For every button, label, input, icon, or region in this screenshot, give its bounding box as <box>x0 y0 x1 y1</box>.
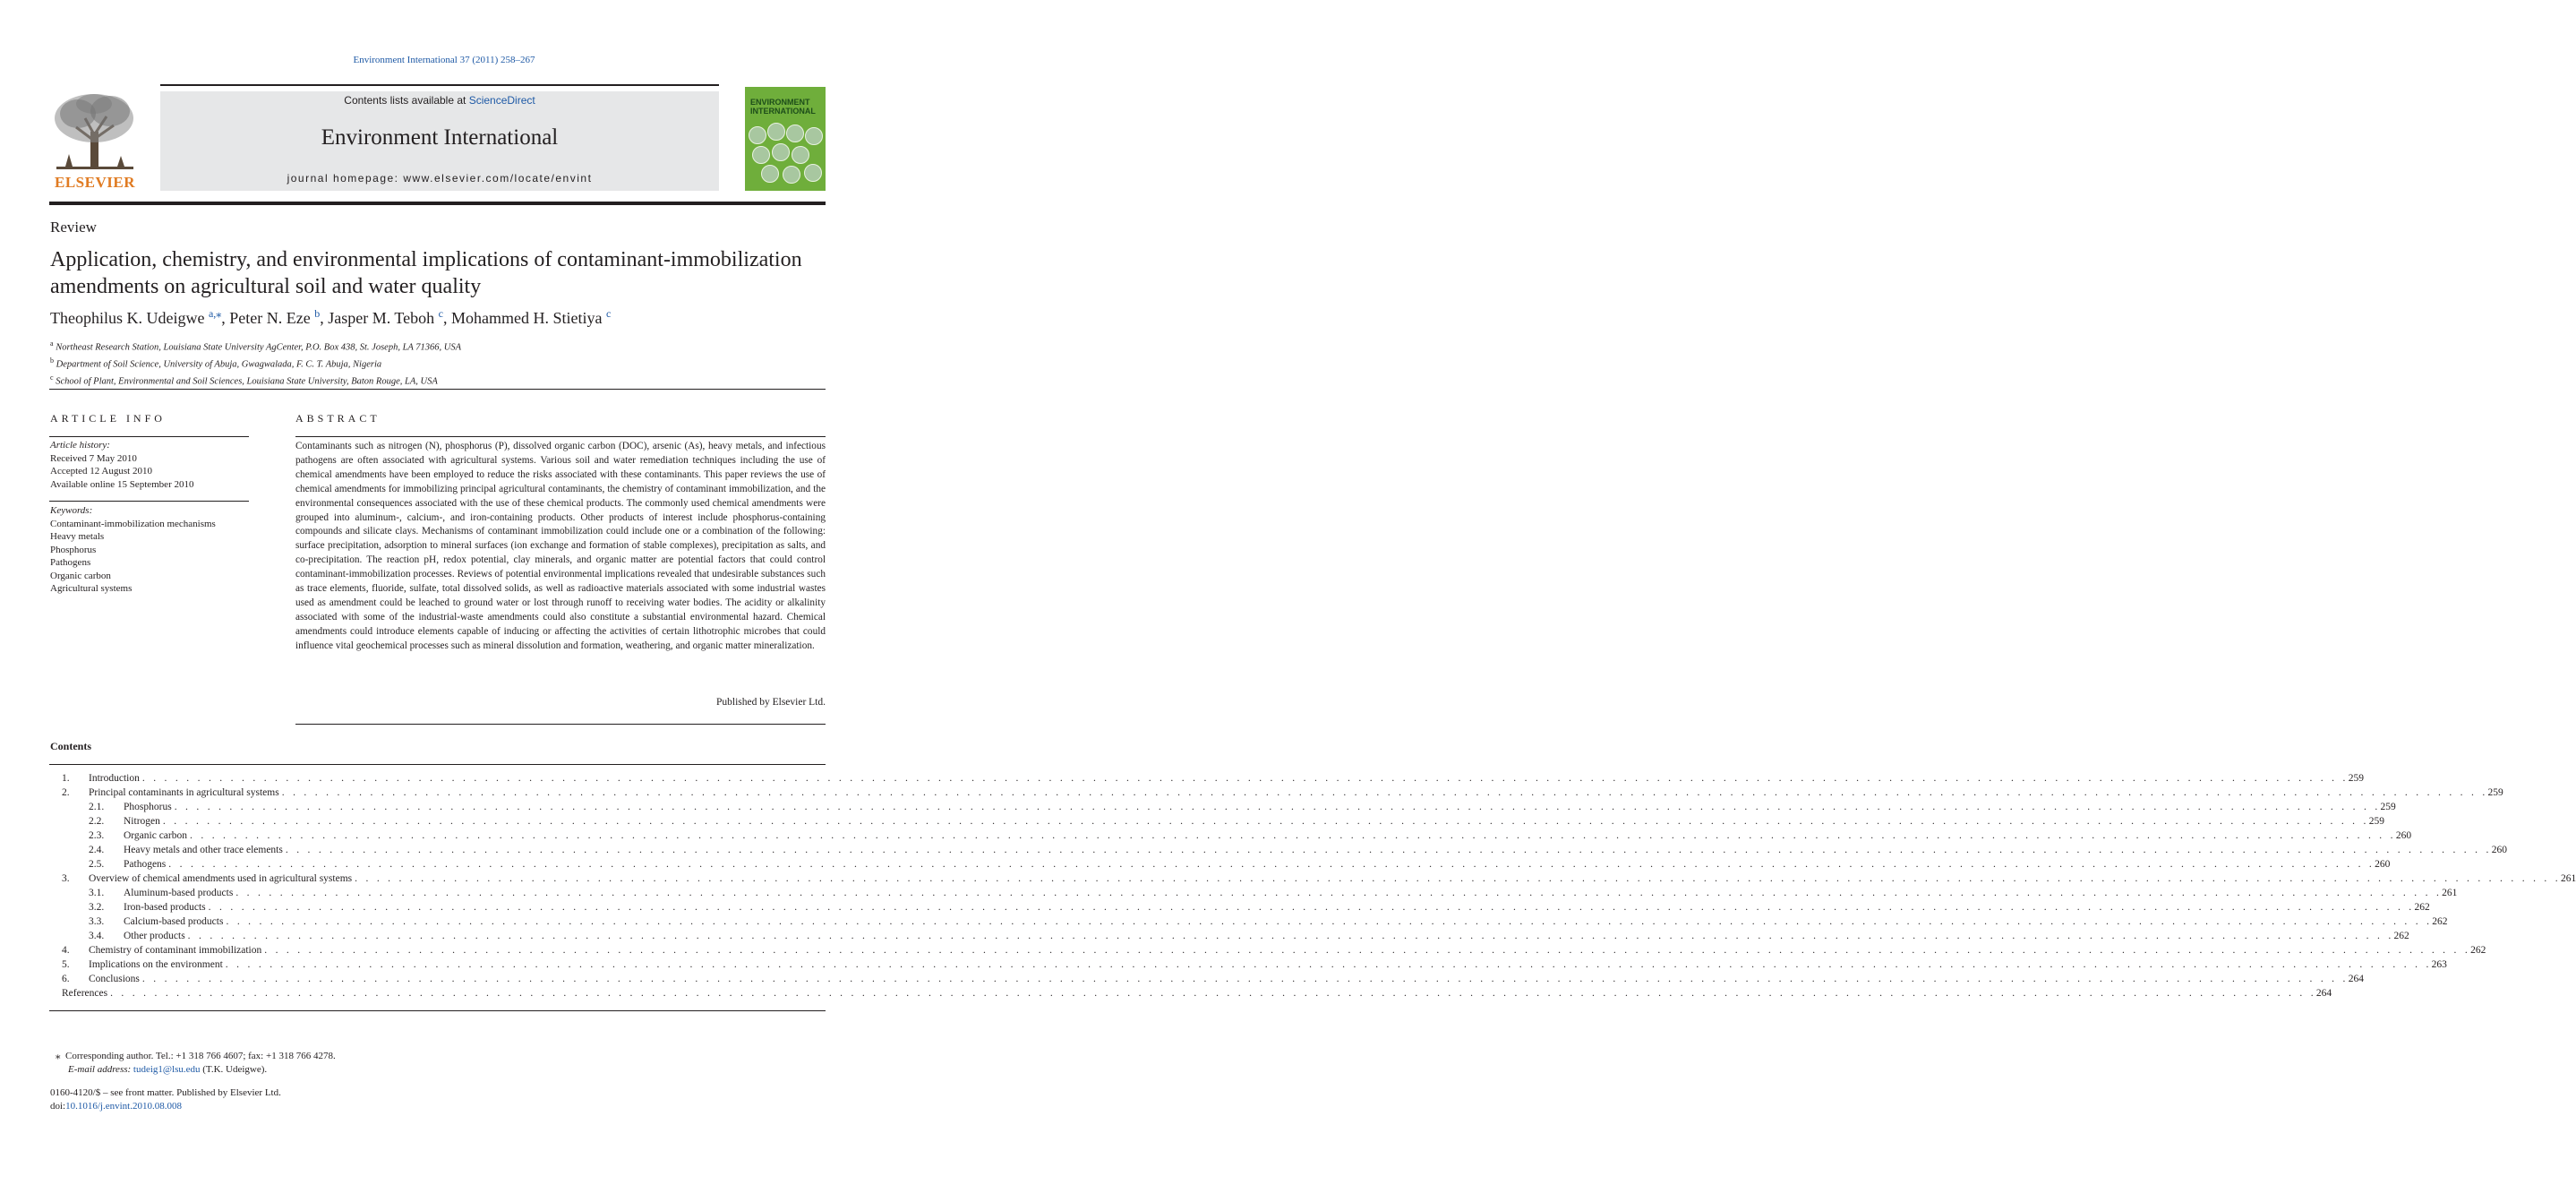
cover-photo <box>752 146 770 164</box>
author-affiliation-marker[interactable]: c <box>605 307 612 320</box>
author-list: Theophilus K. Udeigwe $^{a,⁎}$, Peter N. Eze $^b$, Jasper M. Teboh $^c$, Mohammed H. Stietiya $^c$ <box>50 307 612 327</box>
header-rule <box>160 84 719 86</box>
toc-entry-page[interactable]: 262 <box>2432 916 2448 927</box>
keyword: Pathogens <box>50 557 91 568</box>
email-owner: (T.K. Udeigwe). <box>202 1063 268 1075</box>
journal-header <box>160 91 719 191</box>
toc-entry-title[interactable]: Principal contaminants in agricultural systems <box>89 786 282 800</box>
toc-entry-number: 6. <box>62 974 70 984</box>
toc-entry-title[interactable]: Chemistry of contaminant immobilization <box>89 943 264 957</box>
toc-leader-dots: . . . . . . . . . . . . . . . . . . . . . . . . . . . . . . . . . . . . . . . . . . . . . . . . . . . . . . . . . . . . . . . . . . . . . . . . . . . . . . . . . . . . . . . . . . . . . . . . . . . . . . . . . . . . . . . . . . . . . . . . . . . . . . . . . . . . . . . . . . . . . . . . . . . . . . . . . . . . . . . . . . . . . . . . . . . . . . . . . . . . . . . . . . . . . . . . . . . . . . . . <box>355 873 2561 884</box>
keyword: Heavy metals <box>50 531 105 542</box>
divider <box>49 1010 826 1011</box>
toc-entry-page[interactable]: 259 <box>2487 787 2503 798</box>
toc-entry[interactable] <box>49 986 2332 1000</box>
journal-citation[interactable]: Environment International 37 (2011) 258–267 <box>353 55 535 65</box>
table-of-contents <box>49 771 2576 1000</box>
toc-entry-page[interactable]: 261 <box>2560 873 2576 884</box>
toc-entry-number: 2.1. <box>89 802 105 812</box>
toc-entry-title[interactable]: Organic carbon <box>124 829 190 843</box>
toc-entry-number: 2.4. <box>89 845 105 855</box>
cover-photo <box>792 146 809 164</box>
toc-entry-page[interactable]: 261 <box>2442 888 2458 898</box>
abstract-heading: ABSTRACT <box>295 412 381 425</box>
toc-entry-number: 3.1. <box>89 888 105 898</box>
cover-photo <box>772 143 790 161</box>
article-title: Application, chemistry, and environmental implications of contaminant-immobilization amendments on agricultural soil and water quality <box>50 248 802 298</box>
keyword: Phosphorus <box>50 544 97 555</box>
divider <box>295 724 826 725</box>
toc-entry-title[interactable]: Overview of chemical amendments used in agricultural systems <box>89 872 355 886</box>
toc-leader-dots: . . . . . . . . . . . . . . . . . . . . . . . . . . . . . . . . . . . . . . . . . . . . . . . . . . . . . . . . . . . . . . . . . . . . . . . . . . . . . . . . . . . . . . . . . . . . . . . . . . . . . . . . . . . . . . . . . . . . . . . . . . . . . . . . . . . . . . . . . . . . . . . . . . . . . . . . . . . . . . . . . . . . . . . . . . . . . . . . . . . . . . . . . . . . . . . . . . . . . . . . <box>226 916 2433 927</box>
toc-entry[interactable] <box>49 829 2412 843</box>
toc-entry-number: 3.3. <box>89 916 105 927</box>
toc-leader-dots: . . . . . . . . . . . . . . . . . . . . . . . . . . . . . . . . . . . . . . . . . . . . . . . . . . . . . . . . . . . . . . . . . . . . . . . . . . . . . . . . . . . . . . . . . . . . . . . . . . . . . . . . . . . . . . . . . . . . . . . . . . . . . . . . . . . . . . . . . . . . . . . . . . . . . . . . . . . . . . . . . . . . . . . . . . . . . . . . . . . . . . . . . . . . . . . . . . . . . . . . <box>264 945 2471 956</box>
toc-entry[interactable] <box>49 900 2430 915</box>
toc-entry-page[interactable]: 264 <box>2348 974 2364 984</box>
toc-entry-page[interactable]: 260 <box>2491 845 2507 855</box>
author-affiliation-marker[interactable]: a,⁎ <box>208 307 222 320</box>
toc-entry-title[interactable]: Phosphorus <box>124 800 175 814</box>
toc-entry-page[interactable]: 260 <box>2395 830 2412 841</box>
cover-photo <box>786 125 804 142</box>
divider <box>295 436 826 437</box>
toc-entry-title[interactable]: Conclusions <box>89 972 142 986</box>
cover-photo <box>804 164 822 182</box>
affiliation: $^b$ Department of Soil Science, University of Abuja, Gwagwalada, F. C. T. Abuja, Nigeria <box>50 356 382 370</box>
keyword: Agricultural systems <box>50 583 133 594</box>
toc-entry[interactable] <box>49 915 2448 929</box>
divider <box>49 501 249 502</box>
history-date: Available online 15 September 2010 <box>50 478 194 490</box>
toc-entry-page[interactable]: 260 <box>2375 859 2391 870</box>
divider <box>49 436 249 437</box>
toc-entry[interactable] <box>49 972 2364 986</box>
author-name: Theophilus K. Udeigwe <box>50 309 205 327</box>
author-name: Mohammed H. Stietiya <box>450 309 603 327</box>
toc-leader-dots: . . . . . . . . . . . . . . . . . . . . . . . . . . . . . . . . . . . . . . . . . . . . . . . . . . . . . . . . . . . . . . . . . . . . . . . . . . . . . . . . . . . . . . . . . . . . . . . . . . . . . . . . . . . . . . . . . . . . . . . . . . . . . . . . . . . . . . . . . . . . . . . . . . . . . . . . . . . . . . . . . . . . . . . . . . . . . . . . . . . . . . . . . . . . . . . . . . . . . . . . <box>110 988 2316 999</box>
toc-entry-page[interactable]: 262 <box>2393 931 2409 941</box>
toc-entry[interactable] <box>49 886 2458 900</box>
abstract-text: Contaminants such as nitrogen (N), phosphorus (P), dissolved organic carbon (DOC), arsenic (As), heavy metals, and infectious pathogens are often associated with agricultural systems. Various soil and water remediation techniques including the use of chemical amendments have been employed to reduce the risks associated with these contaminants. This paper reviews the use of chemical amendments for immobilizing principal agricultural contaminants, the chemistry of contaminant immobilization, and the environmental consequences associated with the use of these chemical products. The commonly used chemical amendments were grouped into aluminum-, calcium-, and iron-containing products. Other products of interest include phosphorus-containing compounds and silicate clays. Mechanisms of contaminant immobilization could include one or a combination of the following: surface precipitation, adsorption to mineral surfaces (ion exchange and formation of stable complexes), precipitation as salts, and co-precipitation. The reaction pH, redox potential, clay minerals, and organic matter are potential factors that could control contaminant-immobilization processes. Reviews of potential environmental implications revealed that undesirable substances such as trace elements, fluoride, sulfate, total dissolved solids, as well as radioactive materials associated with some industrial wastes used as amendment could be leached to ground water or lost through runoff to receiving water bodies. The acidity or alkalinity associated with some of the industrial-waste amendments could also constitute a substantial environmental hazard. Chemical amendments could introduce elements capable of inducing or affecting the activities of certain lithotrophic microbes that could influence vital geochemical processes such as mineral dissolution and formation, weathering, and organic matter mineralization. <box>295 441 826 651</box>
toc-entry[interactable] <box>49 957 2447 972</box>
cover-photo <box>783 166 800 184</box>
toc-entry-number: 3.2. <box>89 902 105 913</box>
toc-entry-title[interactable]: Iron-based products <box>124 900 209 915</box>
toc-leader-dots: . . . . . . . . . . . . . . . . . . . . . . . . . . . . . . . . . . . . . . . . . . . . . . . . . . . . . . . . . . . . . . . . . . . . . . . . . . . . . . . . . . . . . . . . . . . . . . . . . . . . . . . . . . . . . . . . . . . . . . . . . . . . . . . . . . . . . . . . . . . . . . . . . . . . . . . . . . . . . . . . . . . . . . . . . . . . . . . . . . . . . . . . . . . . . . . . . . . . . . . . <box>225 959 2432 970</box>
toc-leader-dots: . . . . . . . . . . . . . . . . . . . . . . . . . . . . . . . . . . . . . . . . . . . . . . . . . . . . . . . . . . . . . . . . . . . . . . . . . . . . . . . . . . . . . . . . . . . . . . . . . . . . . . . . . . . . . . . . . . . . . . . . . . . . . . . . . . . . . . . . . . . . . . . . . . . . . . . . . . . . . . . . . . . . . . . . . . . . . . . . . . . . . . . . . . . . . . . . . . . . . . . . <box>162 816 2369 827</box>
publisher-wordmark: ELSEVIER <box>55 174 135 191</box>
affiliations <box>50 338 461 389</box>
toc-entry-title[interactable]: References <box>62 986 110 1000</box>
toc-leader-dots: . . . . . . . . . . . . . . . . . . . . . . . . . . . . . . . . . . . . . . . . . . . . . . . . . . . . . . . . . . . . . . . . . . . . . . . . . . . . . . . . . . . . . . . . . . . . . . . . . . . . . . . . . . . . . . . . . . . . . . . . . . . . . . . . . . . . . . . . . . . . . . . . . . . . . . . . . . . . . . . . . . . . . . . . . . . . . . . . . . . . . . . . . . . . . . . . . . . . . . . . <box>187 931 2394 941</box>
toc-entry[interactable] <box>49 800 2396 814</box>
toc-entry-page[interactable]: 259 <box>2348 773 2364 784</box>
toc-entry-number: 5. <box>62 959 70 970</box>
history-date: Accepted 12 August 2010 <box>50 466 152 477</box>
toc-entry-number: 2. <box>62 787 70 798</box>
toc-entry-title[interactable]: Nitrogen <box>124 814 163 829</box>
toc-entry-number: 2.5. <box>89 859 105 870</box>
toc-leader-dots: . . . . . . . . . . . . . . . . . . . . . . . . . . . . . . . . . . . . . . . . . . . . . . . . . . . . . . . . . . . . . . . . . . . . . . . . . . . . . . . . . . . . . . . . . . . . . . . . . . . . . . . . . . . . . . . . . . . . . . . . . . . . . . . . . . . . . . . . . . . . . . . . . . . . . . . . . . . . . . . . . . . . . . . . . . . . . . . . . . . . . . . . . . . . . . . . . . . . . . . . <box>281 787 2488 798</box>
toc-entry-number: 2.2. <box>89 816 105 827</box>
toc-entry-page[interactable]: 263 <box>2431 959 2447 970</box>
toc-leader-dots: . . . . . . . . . . . . . . . . . . . . . . . . . . . . . . . . . . . . . . . . . . . . . . . . . . . . . . . . . . . . . . . . . . . . . . . . . . . . . . . . . . . . . . . . . . . . . . . . . . . . . . . . . . . . . . . . . . . . . . . . . . . . . . . . . . . . . . . . . . . . . . . . . . . . . . . . . . . . . . . . . . . . . . . . . . . . . . . . . . . . . . . . . . . . . . . . . . . . . . . . <box>190 830 2396 841</box>
footnote-mark: ⁎ <box>56 1051 61 1061</box>
contents-heading: Contents <box>50 740 92 752</box>
article-history <box>50 439 249 491</box>
toc-entry-title[interactable]: Other products <box>124 929 188 943</box>
toc-entry[interactable] <box>49 843 2507 857</box>
issn-line: 0160-4120/$ – see front matter. Published by Elsevier Ltd. <box>50 1087 281 1098</box>
toc-entry[interactable] <box>49 786 2503 800</box>
elsevier-tree-icon <box>49 91 141 174</box>
toc-entry[interactable] <box>49 943 2486 957</box>
toc-entry[interactable] <box>49 814 2384 829</box>
toc-entry[interactable] <box>49 771 2364 786</box>
contents-availability: Contents lists available at ScienceDirect <box>344 94 535 107</box>
toc-leader-dots: . . . . . . . . . . . . . . . . . . . . . . . . . . . . . . . . . . . . . . . . . . . . . . . . . . . . . . . . . . . . . . . . . . . . . . . . . . . . . . . . . . . . . . . . . . . . . . . . . . . . . . . . . . . . . . . . . . . . . . . . . . . . . . . . . . . . . . . . . . . . . . . . . . . . . . . . . . . . . . . . . . . . . . . . . . . . . . . . . . . . . . . . . . . . . . . . . . . . . . . . <box>168 859 2375 870</box>
divider <box>49 389 826 390</box>
cover-photo <box>749 126 766 144</box>
divider <box>49 764 826 765</box>
toc-entry-page[interactable]: 262 <box>2470 945 2486 956</box>
doi-link[interactable]: 10.1016/j.envint.2010.08.008 <box>65 1100 182 1112</box>
toc-entry-title[interactable]: Implications on the environment <box>89 957 226 972</box>
corresponding-author-footnote <box>56 1050 336 1076</box>
toc-entry-page[interactable]: 259 <box>2368 816 2384 827</box>
keyword: Organic carbon <box>50 570 111 581</box>
toc-entry-number: 2.3. <box>89 830 105 841</box>
toc-entry-number: 1. <box>62 773 70 784</box>
article-type: Review <box>50 219 97 236</box>
author-affiliation-marker[interactable]: c <box>438 307 443 320</box>
doi-label: doi: <box>50 1100 66 1112</box>
toc-leader-dots: . . . . . . . . . . . . . . . . . . . . . . . . . . . . . . . . . . . . . . . . . . . . . . . . . . . . . . . . . . . . . . . . . . . . . . . . . . . . . . . . . . . . . . . . . . . . . . . . . . . . . . . . . . . . . . . . . . . . . . . . . . . . . . . . . . . . . . . . . . . . . . . . . . . . . . . . . . . . . . . . . . . . . . . . . . . . . . . . . . . . . . . . . . . . . . . . . . . . . . . . <box>141 974 2349 984</box>
header-divider <box>49 202 826 205</box>
affiliation: $^a$ Northeast Research Station, Louisiana State University AgCenter, P.O. Box 438, St. Joseph, LA 71366, USA <box>50 339 462 353</box>
cover-title: ENVIRONMENT INTERNATIONAL <box>750 98 816 116</box>
cover-photo <box>767 123 785 141</box>
article-info-heading: ARTICLE INFO <box>50 412 166 425</box>
affiliation: $^c$ School of Plant, Environmental and Soil Sciences, Louisiana State University, Baton Rouge, LA, USA <box>50 374 438 387</box>
keywords <box>50 504 249 596</box>
journal-homepage[interactable]: journal homepage: www.elsevier.com/locate/envint <box>287 172 593 185</box>
toc-entry-title[interactable]: Aluminum-based products <box>124 886 235 900</box>
keywords-label: Keywords: <box>50 505 93 516</box>
toc-entry-title[interactable]: Pathogens <box>124 857 168 872</box>
history-label: Article history: <box>50 440 110 451</box>
journal-cover-thumbnail <box>745 87 826 191</box>
sciencedirect-link[interactable]: ScienceDirect <box>468 94 535 107</box>
toc-entry[interactable] <box>49 872 2576 886</box>
front-matter <box>50 1086 281 1112</box>
keyword: Contaminant-immobilization mechanisms <box>50 518 216 529</box>
email-label: E-mail address: <box>68 1063 132 1075</box>
cover-photo <box>761 165 779 183</box>
toc-leader-dots: . . . . . . . . . . . . . . . . . . . . . . . . . . . . . . . . . . . . . . . . . . . . . . . . . . . . . . . . . . . . . . . . . . . . . . . . . . . . . . . . . . . . . . . . . . . . . . . . . . . . . . . . . . . . . . . . . . . . . . . . . . . . . . . . . . . . . . . . . . . . . . . . . . . . . . . . . . . . . . . . . . . . . . . . . . . . . . . . . . . . . . . . . . . . . . . . . . . . . . . . <box>285 845 2492 855</box>
email-link[interactable]: tudeig1@lsu.edu <box>133 1063 201 1075</box>
toc-entry-number: 3.4. <box>89 931 105 941</box>
toc-entry-page[interactable]: 259 <box>2380 802 2396 812</box>
toc-entry[interactable] <box>49 857 2391 872</box>
author-name: Jasper M. Teboh <box>328 309 435 327</box>
author-affiliation-marker[interactable]: b <box>314 307 321 320</box>
toc-leader-dots: . . . . . . . . . . . . . . . . . . . . . . . . . . . . . . . . . . . . . . . . . . . . . . . . . . . . . . . . . . . . . . . . . . . . . . . . . . . . . . . . . . . . . . . . . . . . . . . . . . . . . . . . . . . . . . . . . . . . . . . . . . . . . . . . . . . . . . . . . . . . . . . . . . . . . . . . . . . . . . . . . . . . . . . . . . . . . . . . . . . . . . . . . . . . . . . . . . . . . . . . <box>235 888 2443 898</box>
history-date: Received 7 May 2010 <box>50 452 137 464</box>
toc-leader-dots: . . . . . . . . . . . . . . . . . . . . . . . . . . . . . . . . . . . . . . . . . . . . . . . . . . . . . . . . . . . . . . . . . . . . . . . . . . . . . . . . . . . . . . . . . . . . . . . . . . . . . . . . . . . . . . . . . . . . . . . . . . . . . . . . . . . . . . . . . . . . . . . . . . . . . . . . . . . . . . . . . . . . . . . . . . . . . . . . . . . . . . . . . . . . . . . . . . . . . . . . <box>141 773 2349 784</box>
toc-entry-page[interactable]: 264 <box>2315 988 2332 999</box>
toc-entry[interactable] <box>49 929 2409 943</box>
toc-entry-title[interactable]: Heavy metals and other trace elements <box>124 843 286 857</box>
toc-entry-page[interactable]: 262 <box>2414 902 2430 913</box>
cover-photo <box>805 127 823 145</box>
journal-name: Environment International <box>321 125 559 150</box>
toc-entry-title[interactable]: Introduction <box>89 771 142 786</box>
toc-leader-dots: . . . . . . . . . . . . . . . . . . . . . . . . . . . . . . . . . . . . . . . . . . . . . . . . . . . . . . . . . . . . . . . . . . . . . . . . . . . . . . . . . . . . . . . . . . . . . . . . . . . . . . . . . . . . . . . . . . . . . . . . . . . . . . . . . . . . . . . . . . . . . . . . . . . . . . . . . . . . . . . . . . . . . . . . . . . . . . . . . . . . . . . . . . . . . . . . . . . . . . . . <box>208 902 2415 913</box>
elsevier-logo <box>49 91 141 192</box>
toc-leader-dots: . . . . . . . . . . . . . . . . . . . . . . . . . . . . . . . . . . . . . . . . . . . . . . . . . . . . . . . . . . . . . . . . . . . . . . . . . . . . . . . . . . . . . . . . . . . . . . . . . . . . . . . . . . . . . . . . . . . . . . . . . . . . . . . . . . . . . . . . . . . . . . . . . . . . . . . . . . . . . . . . . . . . . . . . . . . . . . . . . . . . . . . . . . . . . . . . . . . . . . . . <box>174 802 2381 812</box>
toc-entry-number: 3. <box>62 873 70 884</box>
corresponding-author-contact: Corresponding author. Tel.: +1 318 766 4607; fax: +1 318 766 4278. <box>65 1051 336 1061</box>
published-by: Published by Elsevier Ltd. <box>715 697 826 708</box>
author-name: Peter N. Eze <box>229 309 311 327</box>
toc-entry-title[interactable]: Calcium-based products <box>124 915 226 929</box>
toc-entry-number: 4. <box>62 945 70 956</box>
